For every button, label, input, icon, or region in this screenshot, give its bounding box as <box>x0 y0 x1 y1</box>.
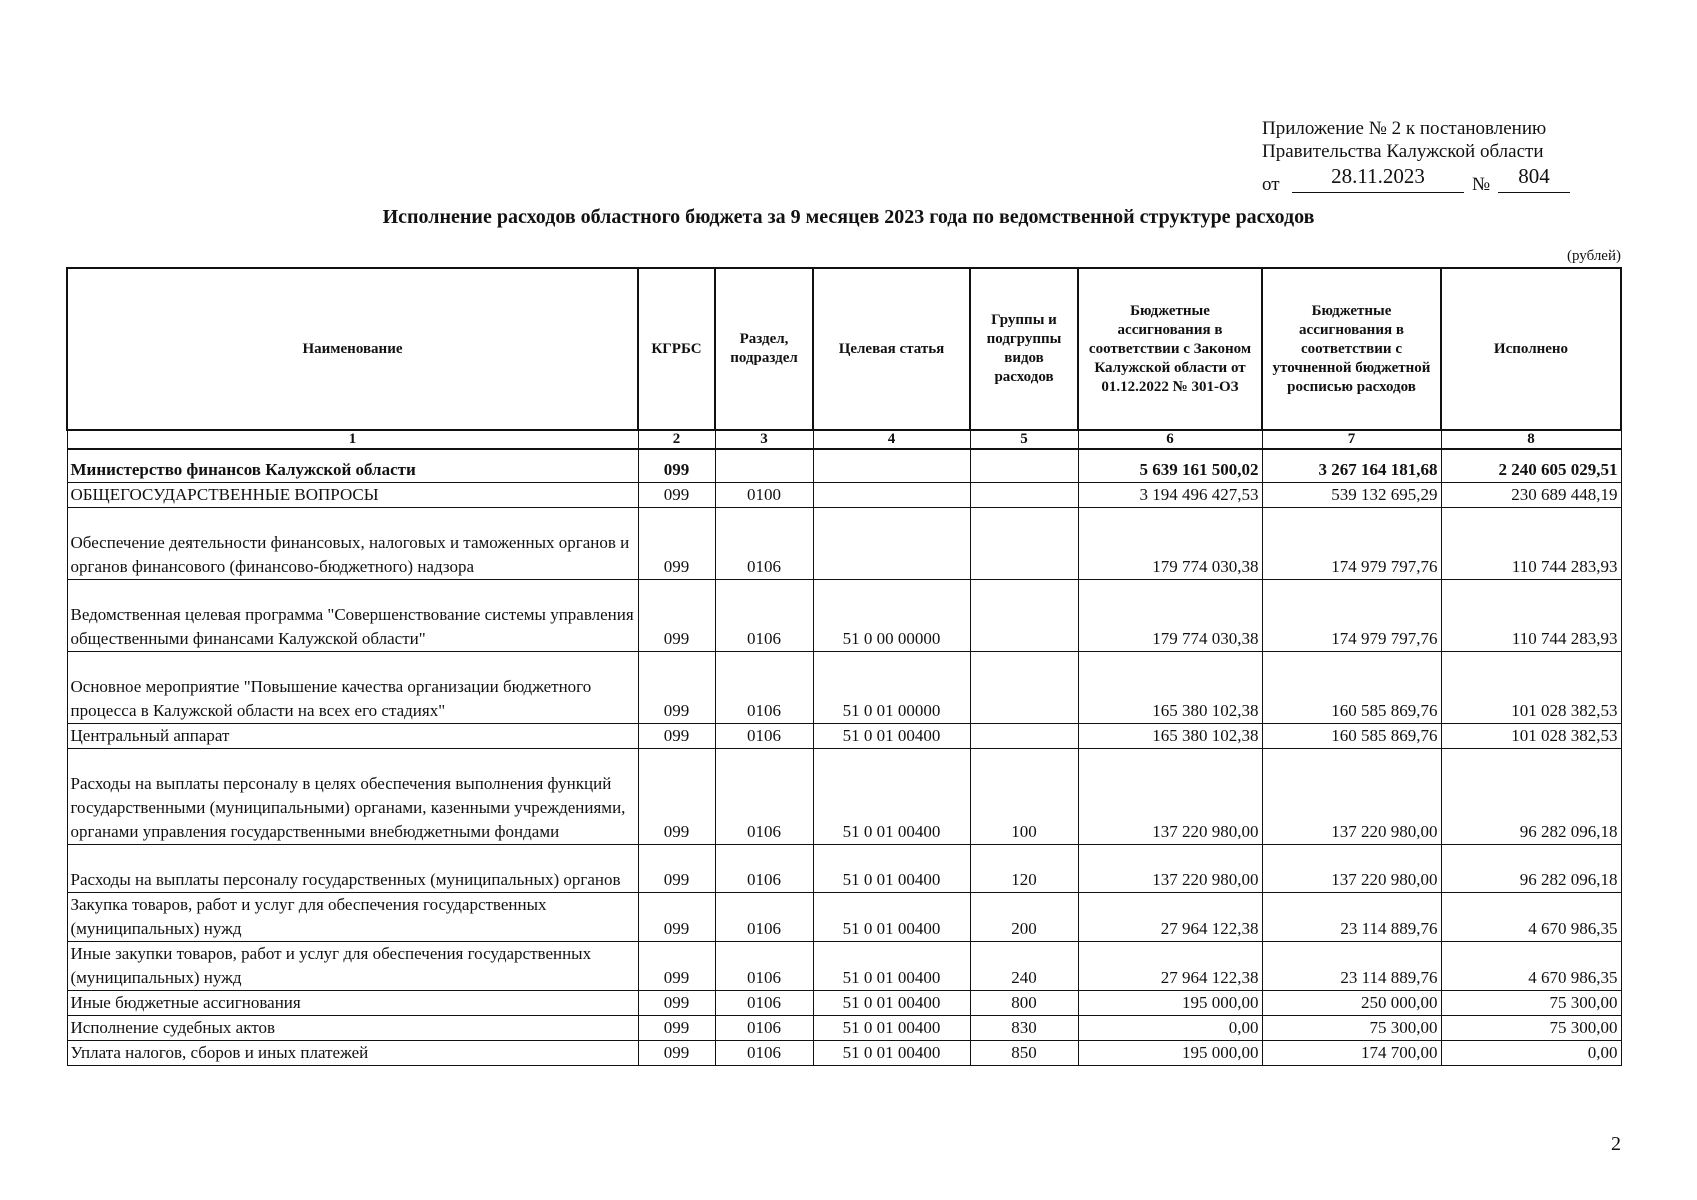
cell-executed: 110 744 283,93 <box>1441 580 1621 652</box>
cell-group <box>970 724 1078 749</box>
table-row <box>67 508 1621 580</box>
cell-kgrbs: 099 <box>638 580 715 652</box>
cell-executed: 0,00 <box>1441 1041 1621 1066</box>
cell-executed: 96 282 096,18 <box>1441 749 1621 845</box>
units-note: (рублей) <box>1566 248 1621 264</box>
cell-group <box>970 652 1078 724</box>
cell-group: 830 <box>970 1016 1078 1041</box>
table-row <box>67 724 1621 749</box>
column-number: 2 <box>638 430 715 449</box>
cell-law: 27 964 122,38 <box>1078 942 1262 991</box>
cell-target <box>813 508 970 580</box>
annex-block <box>1262 117 1582 193</box>
header-law-allocations: Бюджетные ассигнования в соответствии с Законом Калужской области от 01.12.2022 № 301-ОЗ <box>1078 268 1262 430</box>
cell-executed: 75 300,00 <box>1441 1016 1621 1041</box>
column-number: 6 <box>1078 430 1262 449</box>
cell-law: 5 639 161 500,02 <box>1078 449 1262 483</box>
cell-group <box>970 580 1078 652</box>
header-executed: Исполнено <box>1441 268 1621 430</box>
cell-target: 51 0 00 00000 <box>813 580 970 652</box>
cell-group: 200 <box>970 893 1078 942</box>
column-number: 1 <box>67 430 638 449</box>
column-number-row <box>67 430 1621 449</box>
cell-section: 0106 <box>715 749 813 845</box>
cell-target <box>813 483 970 508</box>
cell-target: 51 0 01 00000 <box>813 652 970 724</box>
cell-name: Основное мероприятие "Повышение качества организации бюджетного процесса в Калужской области на всех его стадиях" <box>67 652 638 724</box>
cell-name: Исполнение судебных актов <box>67 1016 638 1041</box>
annex-from-label: от <box>1262 174 1280 195</box>
cell-target: 51 0 01 00400 <box>813 724 970 749</box>
cell-refined: 160 585 869,76 <box>1262 652 1441 724</box>
cell-group <box>970 449 1078 483</box>
cell-law: 137 220 980,00 <box>1078 749 1262 845</box>
column-number: 8 <box>1441 430 1621 449</box>
budget-table <box>66 267 1622 1066</box>
cell-refined: 23 114 889,76 <box>1262 942 1441 991</box>
cell-section: 0106 <box>715 724 813 749</box>
cell-name: ОБЩЕГОСУДАРСТВЕННЫЕ ВОПРОСЫ <box>67 483 638 508</box>
cell-section: 0106 <box>715 991 813 1016</box>
cell-target: 51 0 01 00400 <box>813 749 970 845</box>
page-number: 2 <box>1611 1133 1621 1155</box>
cell-law: 27 964 122,38 <box>1078 893 1262 942</box>
cell-name: Уплата налогов, сборов и иных платежей <box>67 1041 638 1066</box>
cell-name: Центральный аппарат <box>67 724 638 749</box>
cell-law: 3 194 496 427,53 <box>1078 483 1262 508</box>
cell-group <box>970 508 1078 580</box>
table-header-row <box>67 268 1621 430</box>
cell-executed: 4 670 986,35 <box>1441 893 1621 942</box>
cell-group: 100 <box>970 749 1078 845</box>
cell-law: 179 774 030,38 <box>1078 580 1262 652</box>
cell-section: 0106 <box>715 1041 813 1066</box>
cell-section: 0106 <box>715 845 813 893</box>
cell-executed: 4 670 986,35 <box>1441 942 1621 991</box>
cell-kgrbs: 099 <box>638 1041 715 1066</box>
cell-target: 51 0 01 00400 <box>813 845 970 893</box>
cell-kgrbs: 099 <box>638 449 715 483</box>
cell-kgrbs: 099 <box>638 724 715 749</box>
cell-kgrbs: 099 <box>638 893 715 942</box>
annex-number-label: № <box>1472 174 1491 195</box>
cell-executed: 110 744 283,93 <box>1441 508 1621 580</box>
cell-refined: 137 220 980,00 <box>1262 845 1441 893</box>
cell-kgrbs: 099 <box>638 942 715 991</box>
cell-name: Иные закупки товаров, работ и услуг для обеспечения государственных (муниципальных) нужд <box>67 942 638 991</box>
annex-line-1: Приложение № 2 к постановлению <box>1262 118 1547 139</box>
cell-refined: 174 979 797,76 <box>1262 508 1441 580</box>
cell-refined: 539 132 695,29 <box>1262 483 1441 508</box>
table-row <box>67 845 1621 893</box>
cell-name: Закупка товаров, работ и услуг для обеспечения государственных (муниципальных) нужд <box>67 893 638 942</box>
cell-kgrbs: 099 <box>638 991 715 1016</box>
cell-section: 0106 <box>715 1016 813 1041</box>
cell-group: 120 <box>970 845 1078 893</box>
cell-target <box>813 449 970 483</box>
cell-section: 0106 <box>715 942 813 991</box>
cell-law: 165 380 102,38 <box>1078 724 1262 749</box>
cell-refined: 160 585 869,76 <box>1262 724 1441 749</box>
cell-refined: 250 000,00 <box>1262 991 1441 1016</box>
cell-name: Ведомственная целевая программа "Совершенствование системы управления общественными финансами Калужской области" <box>67 580 638 652</box>
cell-refined: 23 114 889,76 <box>1262 893 1441 942</box>
header-groups: Группы и подгруппы видов расходов <box>970 268 1078 430</box>
annex-date-number-row <box>1262 165 1582 193</box>
cell-target: 51 0 01 00400 <box>813 1016 970 1041</box>
cell-law: 0,00 <box>1078 1016 1262 1041</box>
cell-kgrbs: 099 <box>638 1016 715 1041</box>
table-row <box>67 942 1621 991</box>
cell-refined: 137 220 980,00 <box>1262 749 1441 845</box>
table-row <box>67 991 1621 1016</box>
cell-name: Иные бюджетные ассигнования <box>67 991 638 1016</box>
cell-law: 179 774 030,38 <box>1078 508 1262 580</box>
cell-group: 800 <box>970 991 1078 1016</box>
cell-law: 195 000,00 <box>1078 1041 1262 1066</box>
cell-target: 51 0 01 00400 <box>813 942 970 991</box>
cell-kgrbs: 099 <box>638 508 715 580</box>
cell-kgrbs: 099 <box>638 652 715 724</box>
column-number: 4 <box>813 430 970 449</box>
cell-refined: 75 300,00 <box>1262 1016 1441 1041</box>
cell-target: 51 0 01 00400 <box>813 893 970 942</box>
cell-section: 0106 <box>715 580 813 652</box>
table-row <box>67 449 1621 483</box>
cell-name: Расходы на выплаты персоналу в целях обеспечения выполнения функций государственными (муниципальными) органами, казенными учреждениями, органами управления государственными внебюджетными фондами <box>67 749 638 845</box>
cell-executed: 101 028 382,53 <box>1441 724 1621 749</box>
cell-section: 0106 <box>715 652 813 724</box>
document-title: Исполнение расходов областного бюджета за 9 месяцев 2023 года по ведомственной структуре расходов <box>382 206 1315 228</box>
cell-group: 850 <box>970 1041 1078 1066</box>
cell-refined: 3 267 164 181,68 <box>1262 449 1441 483</box>
column-number: 7 <box>1262 430 1441 449</box>
column-number: 3 <box>715 430 813 449</box>
cell-refined: 174 700,00 <box>1262 1041 1441 1066</box>
cell-executed: 2 240 605 029,51 <box>1441 449 1621 483</box>
table-row <box>67 652 1621 724</box>
cell-target: 51 0 01 00400 <box>813 1041 970 1066</box>
header-kgrbs: КГРБС <box>638 268 715 430</box>
header-section: Раздел, подраздел <box>715 268 813 430</box>
annex-line-2: Правительства Калужской области <box>1262 141 1544 162</box>
cell-executed: 230 689 448,19 <box>1441 483 1621 508</box>
table-row <box>67 1016 1621 1041</box>
table-row <box>67 483 1621 508</box>
header-refined-allocations: Бюджетные ассигнования в соответствии с уточненной бюджетной росписью расходов <box>1262 268 1441 430</box>
cell-kgrbs: 099 <box>638 845 715 893</box>
cell-section <box>715 449 813 483</box>
cell-group <box>970 483 1078 508</box>
table-row <box>67 893 1621 942</box>
cell-name: Обеспечение деятельности финансовых, налоговых и таможенных органов и органов финансового (финансово-бюджетного) надзора <box>67 508 638 580</box>
cell-group: 240 <box>970 942 1078 991</box>
column-number: 5 <box>970 430 1078 449</box>
table-row <box>67 1041 1621 1066</box>
cell-target: 51 0 01 00400 <box>813 991 970 1016</box>
cell-name: Расходы на выплаты персоналу государственных (муниципальных) органов <box>67 845 638 893</box>
cell-refined: 174 979 797,76 <box>1262 580 1441 652</box>
cell-name: Министерство финансов Калужской области <box>67 449 638 483</box>
cell-section: 0106 <box>715 508 813 580</box>
table-row <box>67 749 1621 845</box>
cell-executed: 96 282 096,18 <box>1441 845 1621 893</box>
header-name: Наименование <box>67 268 638 430</box>
cell-law: 165 380 102,38 <box>1078 652 1262 724</box>
table-row <box>67 580 1621 652</box>
annex-number: 804 <box>1498 165 1570 193</box>
cell-executed: 101 028 382,53 <box>1441 652 1621 724</box>
cell-section: 0106 <box>715 893 813 942</box>
cell-section: 0100 <box>715 483 813 508</box>
cell-law: 195 000,00 <box>1078 991 1262 1016</box>
cell-executed: 75 300,00 <box>1441 991 1621 1016</box>
cell-kgrbs: 099 <box>638 483 715 508</box>
cell-law: 137 220 980,00 <box>1078 845 1262 893</box>
header-target: Целевая статья <box>813 268 970 430</box>
annex-date: 28.11.2023 <box>1292 165 1464 193</box>
cell-kgrbs: 099 <box>638 749 715 845</box>
